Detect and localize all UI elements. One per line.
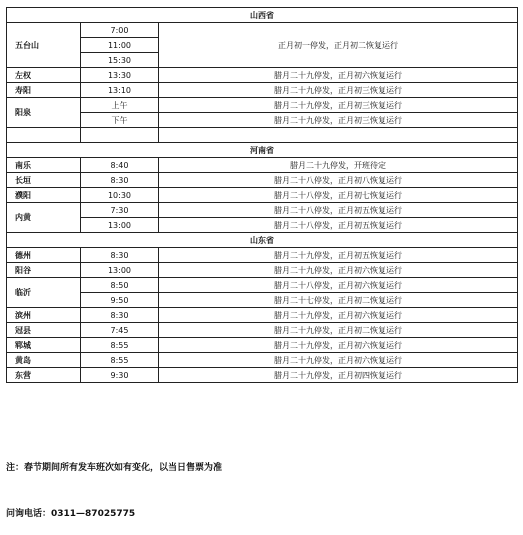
station-name: 滨州 xyxy=(7,308,81,323)
table-row xyxy=(7,368,518,383)
departure-time: 7:00 xyxy=(81,23,159,38)
table-row xyxy=(7,188,518,203)
service-note: 腊月二十八停发，正月初五恢复运行 xyxy=(159,218,518,233)
table-row xyxy=(7,68,518,83)
table-row xyxy=(7,83,518,98)
empty-cell xyxy=(7,128,81,143)
service-note: 正月初一停发，正月初二恢复运行 xyxy=(159,23,518,68)
departure-time: 13:10 xyxy=(81,83,159,98)
table-row xyxy=(7,263,518,278)
departure-time: 上午 xyxy=(81,98,159,113)
station-name: 东营 xyxy=(7,368,81,383)
departure-time: 11:00 xyxy=(81,38,159,53)
table-row xyxy=(7,173,518,188)
table-row xyxy=(7,113,518,128)
inquiry-phone: 问询电话：0311—87025775 xyxy=(6,509,136,519)
departure-time: 下午 xyxy=(81,113,159,128)
station-name: 长垣 xyxy=(7,173,81,188)
station-name: 郓城 xyxy=(7,338,81,353)
footer-note: 注：春节期间所有发车班次如有变化，以当日售票为准 xyxy=(6,463,223,473)
departure-time: 8:55 xyxy=(81,338,159,353)
section-header-shandong xyxy=(7,233,518,248)
departure-time: 8:40 xyxy=(81,158,159,173)
service-note: 腊月二十九停发，正月初六恢复运行 xyxy=(159,353,518,368)
province-title: 山东省 xyxy=(7,233,518,248)
station-name: 五台山 xyxy=(7,23,81,68)
departure-time: 13:30 xyxy=(81,68,159,83)
service-note: 腊月二十七停发，正月初二恢复运行 xyxy=(159,293,518,308)
station-name: 德州 xyxy=(7,248,81,263)
table-row xyxy=(7,293,518,308)
departure-time: 8:30 xyxy=(81,173,159,188)
service-note: 腊月二十九停发，正月初三恢复运行 xyxy=(159,98,518,113)
table-row xyxy=(7,353,518,368)
table-row xyxy=(7,338,518,353)
service-note: 腊月二十九停发，正月初六恢复运行 xyxy=(159,338,518,353)
service-note: 腊月二十八停发，正月初六恢复运行 xyxy=(159,278,518,293)
station-name: 阳泉 xyxy=(7,98,81,128)
table-row xyxy=(7,278,518,293)
service-note: 腊月二十九停发，开班待定 xyxy=(159,158,518,173)
service-note: 腊月二十八停发，正月初八恢复运行 xyxy=(159,173,518,188)
departure-time: 9:30 xyxy=(81,368,159,383)
service-note: 腊月二十九停发，正月初二恢复运行 xyxy=(159,323,518,338)
departure-time: 7:30 xyxy=(81,203,159,218)
departure-time: 10:30 xyxy=(81,188,159,203)
table-row xyxy=(7,218,518,233)
departure-time: 8:50 xyxy=(81,278,159,293)
table-row xyxy=(7,248,518,263)
service-note: 腊月二十八停发，正月初七恢复运行 xyxy=(159,188,518,203)
station-name: 寿阳 xyxy=(7,83,81,98)
province-title: 河南省 xyxy=(7,143,518,158)
province-title: 山西省 xyxy=(7,8,518,23)
station-name: 黄岛 xyxy=(7,353,81,368)
service-note: 腊月二十八停发，正月初五恢复运行 xyxy=(159,203,518,218)
table-row xyxy=(7,23,518,38)
departure-time: 13:00 xyxy=(81,263,159,278)
station-name: 阳谷 xyxy=(7,263,81,278)
station-name: 南乐 xyxy=(7,158,81,173)
departure-time: 8:30 xyxy=(81,248,159,263)
service-note: 腊月二十九停发，正月初三恢复运行 xyxy=(159,83,518,98)
table-row xyxy=(7,323,518,338)
bus-schedule-table xyxy=(6,7,518,383)
station-name: 临沂 xyxy=(7,278,81,308)
empty-row xyxy=(7,128,518,143)
empty-cell xyxy=(81,128,159,143)
service-note: 腊月二十九停发，正月初三恢复运行 xyxy=(159,113,518,128)
station-name: 内黄 xyxy=(7,203,81,233)
station-name: 左权 xyxy=(7,68,81,83)
departure-time: 15:30 xyxy=(81,53,159,68)
departure-time: 13:00 xyxy=(81,218,159,233)
table-row xyxy=(7,98,518,113)
station-name: 冠县 xyxy=(7,323,81,338)
service-note: 腊月二十九停发，正月初六恢复运行 xyxy=(159,263,518,278)
service-note: 腊月二十九停发，正月初六恢复运行 xyxy=(159,308,518,323)
service-note: 腊月二十九停发，正月初六恢复运行 xyxy=(159,68,518,83)
section-header-shanxi xyxy=(7,8,518,23)
service-note: 腊月二十九停发，正月初四恢复运行 xyxy=(159,368,518,383)
departure-time: 8:55 xyxy=(81,353,159,368)
empty-cell xyxy=(159,128,518,143)
section-header-henan xyxy=(7,143,518,158)
table-row xyxy=(7,308,518,323)
departure-time: 7:45 xyxy=(81,323,159,338)
departure-time: 8:30 xyxy=(81,308,159,323)
table-row xyxy=(7,158,518,173)
station-name: 濮阳 xyxy=(7,188,81,203)
departure-time: 9:50 xyxy=(81,293,159,308)
table-row xyxy=(7,203,518,218)
service-note: 腊月二十九停发，正月初五恢复运行 xyxy=(159,248,518,263)
